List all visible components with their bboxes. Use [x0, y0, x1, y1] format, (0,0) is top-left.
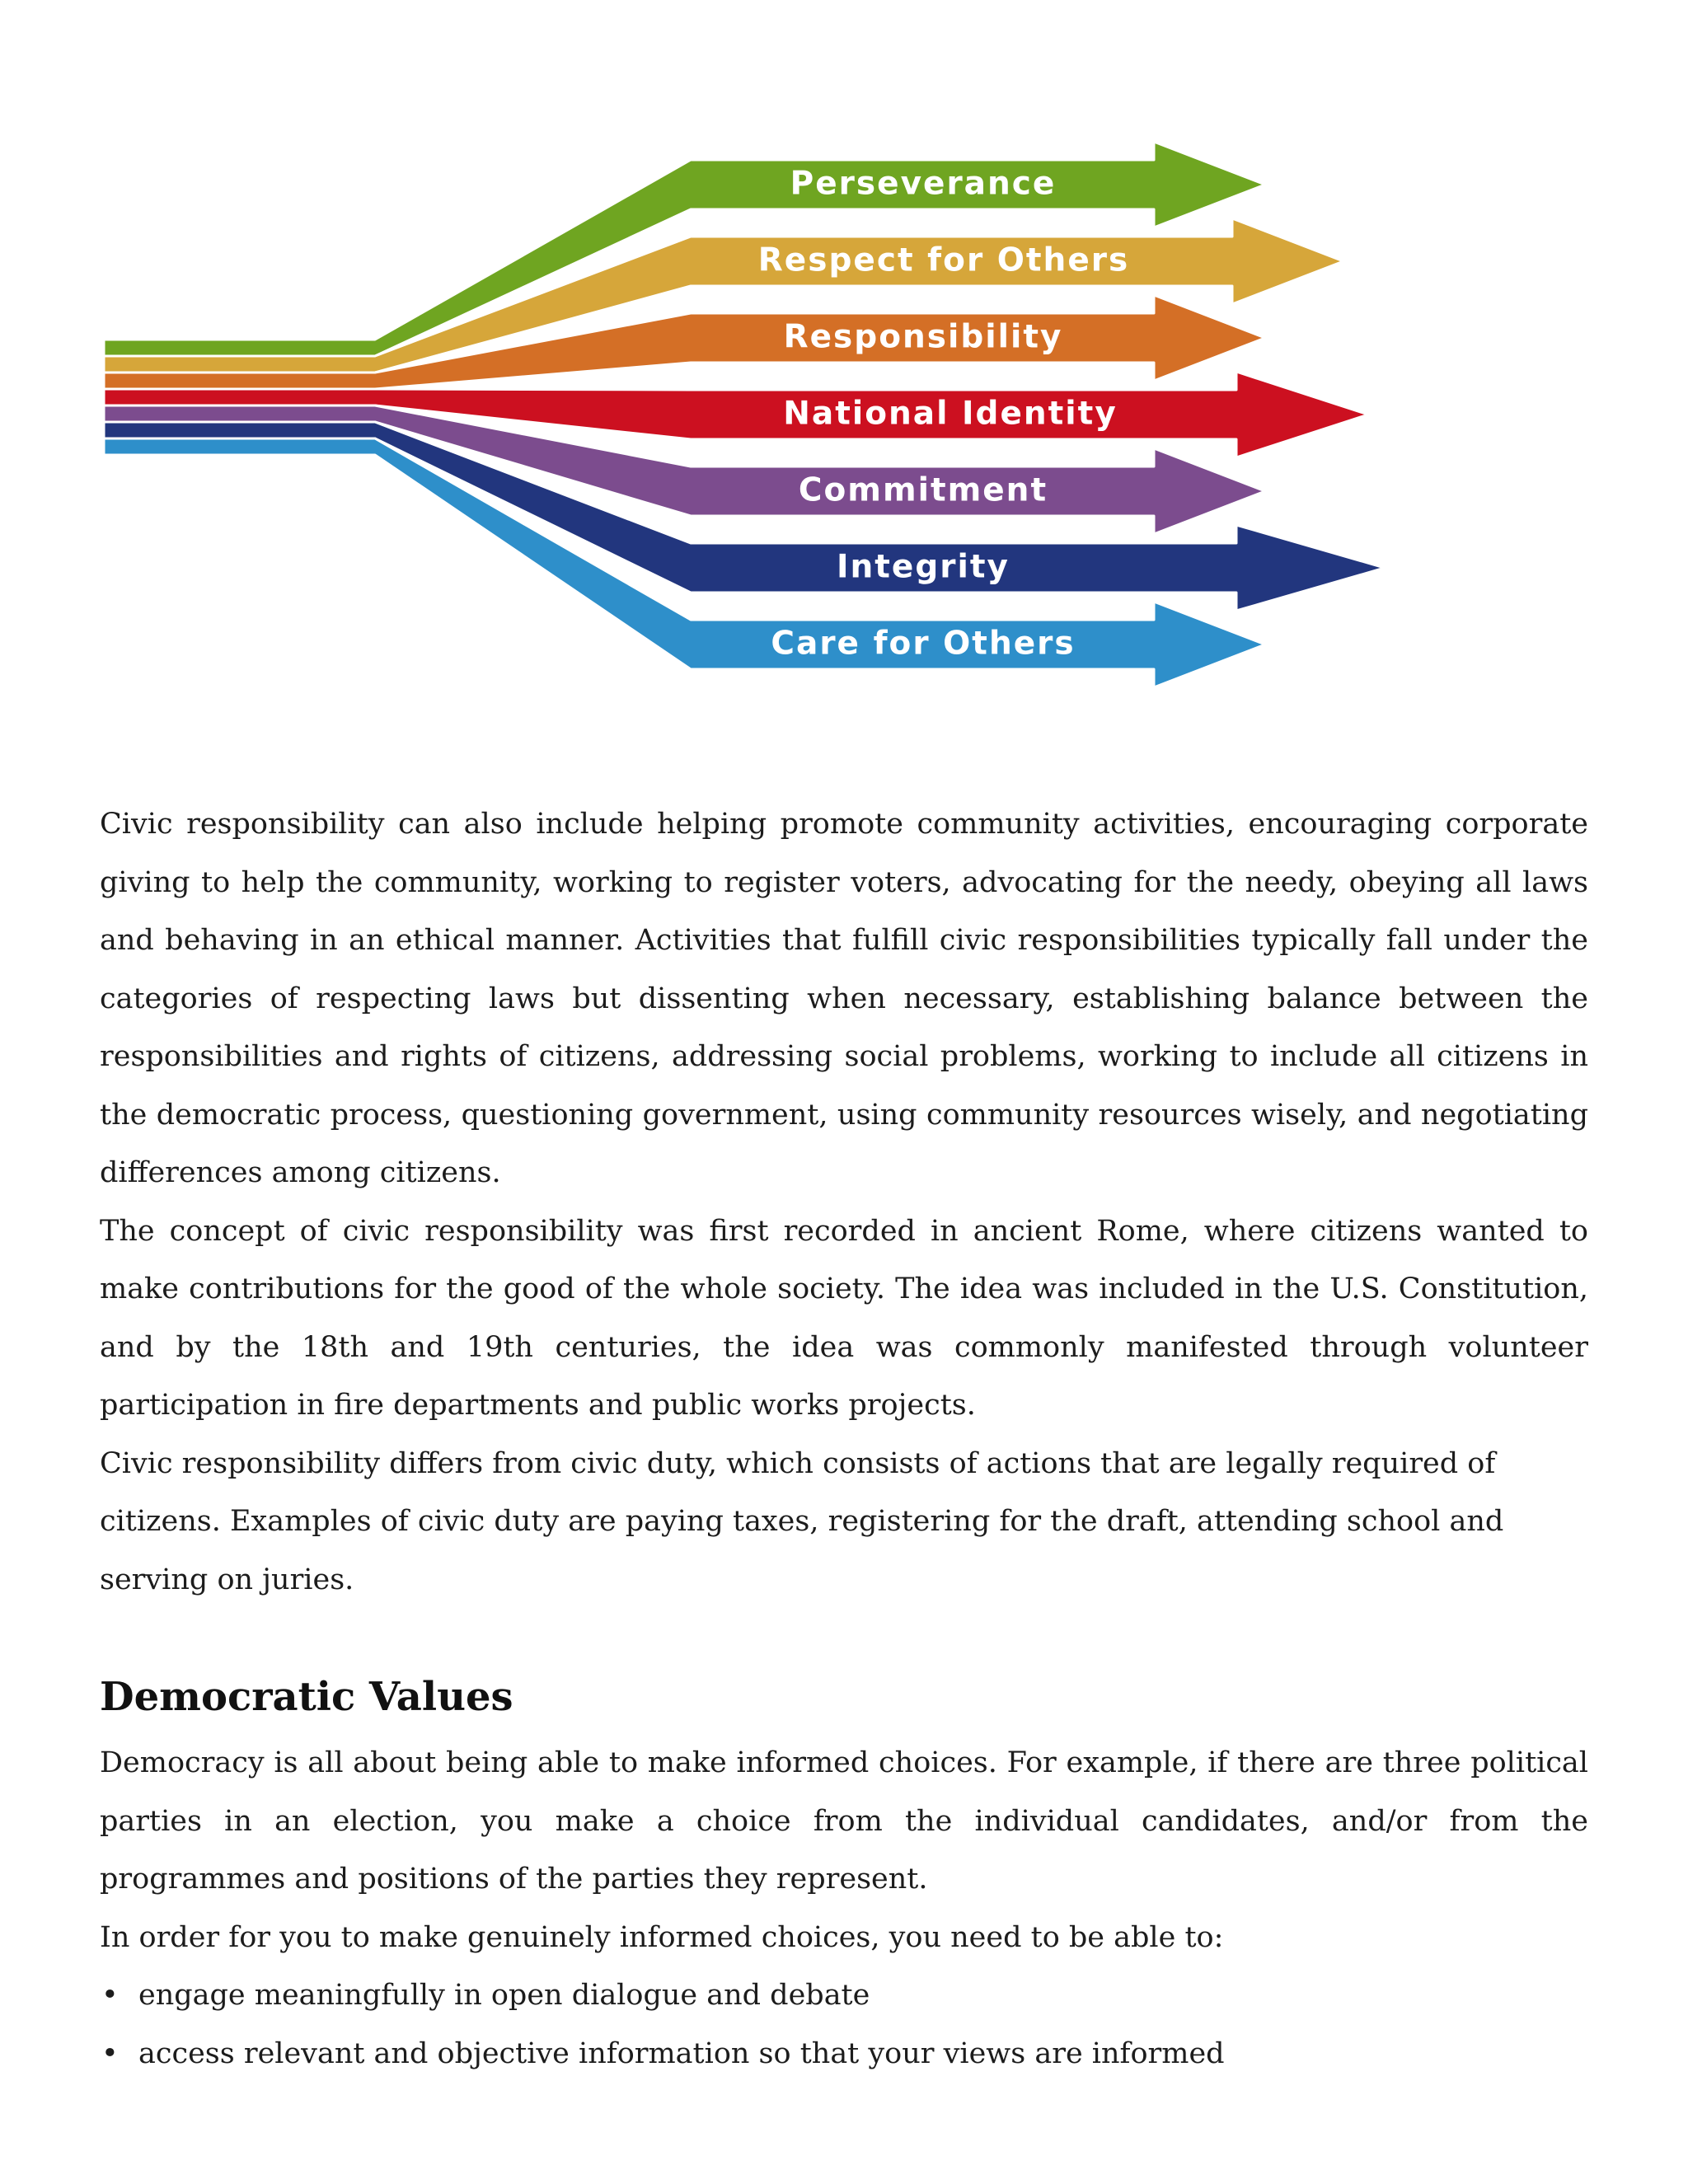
section-spacer	[100, 1609, 1588, 1660]
value-arrow-label: Responsibility	[783, 318, 1063, 356]
value-arrow-label: Commitment	[798, 471, 1048, 509]
value-arrow-label: Integrity	[837, 548, 1010, 586]
civic-values-arrow-diagram	[91, 124, 1409, 701]
bullet-text: access relevant and objective information so that your views are informed	[138, 2036, 1225, 2070]
value-arrow-label: Perseverance	[790, 165, 1057, 203]
bullet-list	[100, 1966, 1588, 2083]
bullet-dot-icon: •	[101, 1979, 119, 2012]
bullet-text: engage meaningfully in open dialogue and debate	[138, 1979, 870, 2012]
bullet-item	[100, 2025, 1588, 2083]
body-paragraph-civic-duty: Civic responsibility differs from civic duty, which consists of actions that are legally required of citizens. Examples of civic duty are paying taxes, registering for the draft, attending school and serving on juries.	[100, 1446, 1504, 1596]
bullet-item	[100, 1966, 1588, 2025]
section-paragraph-democracy: Democracy is all about being able to make informed choices. For example, if there are three political parties in an election, you make a choice from the individual candidates, and/or from the programmes and positions of the parties they represent.	[100, 1746, 1588, 1896]
body-paragraph-history: The concept of civic responsibility was first recorded in ancient Rome, where citizens wanted to make contributions for the good of the whole society. The idea was included in the U.S. Constitution, and by the 18th and 19th centuries, the idea was commonly manifested through volunteer participation in fire departments and public works projects.	[100, 1214, 1588, 1422]
value-arrow-label: Care for Others	[771, 625, 1076, 663]
section-paragraph-informed-choices: In order for you to make genuinely informed choices, you need to be able to:	[100, 1920, 1224, 1954]
body-paragraph-civic-activities: Civic responsibility can also include helping promote community activities, encouraging corporate giving to help the community, working to register voters, advocating for the needy, obeying all laws and behaving in an ethical manner. Activities that fulfill civic responsibilities typically fall under the categories of respecting laws but dissenting when necessary, establishing balance between the responsibilities and rights of citizens, addressing social problems, working to include all citizens in the democratic process, questioning government, using community resources wisely, and negotiating differences among citizens.	[100, 808, 1588, 1189]
value-arrow-label: Respect for Others	[757, 241, 1130, 279]
bullet-dot-icon: •	[101, 2036, 119, 2070]
section-heading: Democratic Values	[100, 1674, 513, 1720]
value-arrow-label: National Identity	[783, 395, 1118, 433]
document-body	[100, 795, 1588, 2083]
